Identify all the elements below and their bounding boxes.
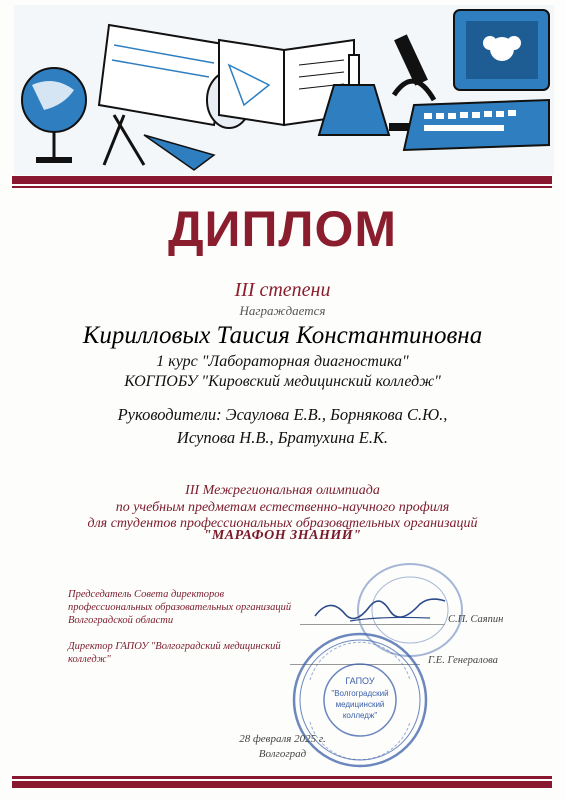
issue-date: 28 февраля 2025 г. [239,733,326,745]
top-border-band [12,176,552,184]
degree-label: III степени [234,279,331,301]
director-name: Г.Е. Генералова [428,655,498,666]
chair-title: Председатель Совета директоров профессиональных образовательных организаций Волгоградской области [68,589,292,626]
event-line-2: по учебным предметам естественно-научного профиля [115,500,450,515]
chair-signature [310,586,450,636]
stamp-text-4: колледж" [342,711,378,720]
bottom-border-line [12,776,552,779]
stamp-text-1: ГАПОУ [345,676,375,686]
bottom-border-band [12,781,552,788]
institution-line: КОГПОБУ "Кировский медицинский колледж" [124,373,441,390]
chair-name: С.П. Саяпин [448,614,504,625]
awarded-label: Награждается [239,303,326,318]
leaders-line-2: Исупова Н.В., Братухина Е.К. [176,428,389,447]
stamp-text-2: "Волгоградский [331,689,389,698]
chair-signature-line [300,624,445,625]
header-illustration [14,5,554,175]
issue-city: Волгоград [258,748,307,760]
stamp-text-3: медицинский [335,700,385,709]
event-name: "МАРАФОН ЗНАНИЙ" [203,528,362,543]
recipient-name: Кирилловых Таисия Константиновна [82,322,483,349]
event-line-1: III Межрегиональная олимпиада [185,483,380,498]
director-title: Директор ГАПОУ "Волгоградский медицинский колледж" [68,641,281,665]
diploma-title: ДИПЛОМ [167,201,398,257]
course-line: 1 курс "Лабораторная диагностика" [156,353,409,370]
top-border-line [12,186,552,188]
event-line-3: для студентов профессиональных образовательных организаций [87,516,478,531]
leaders-line-1: Руководители: Эсаулова Е.В., Борнякова С.Ю., [117,405,448,424]
